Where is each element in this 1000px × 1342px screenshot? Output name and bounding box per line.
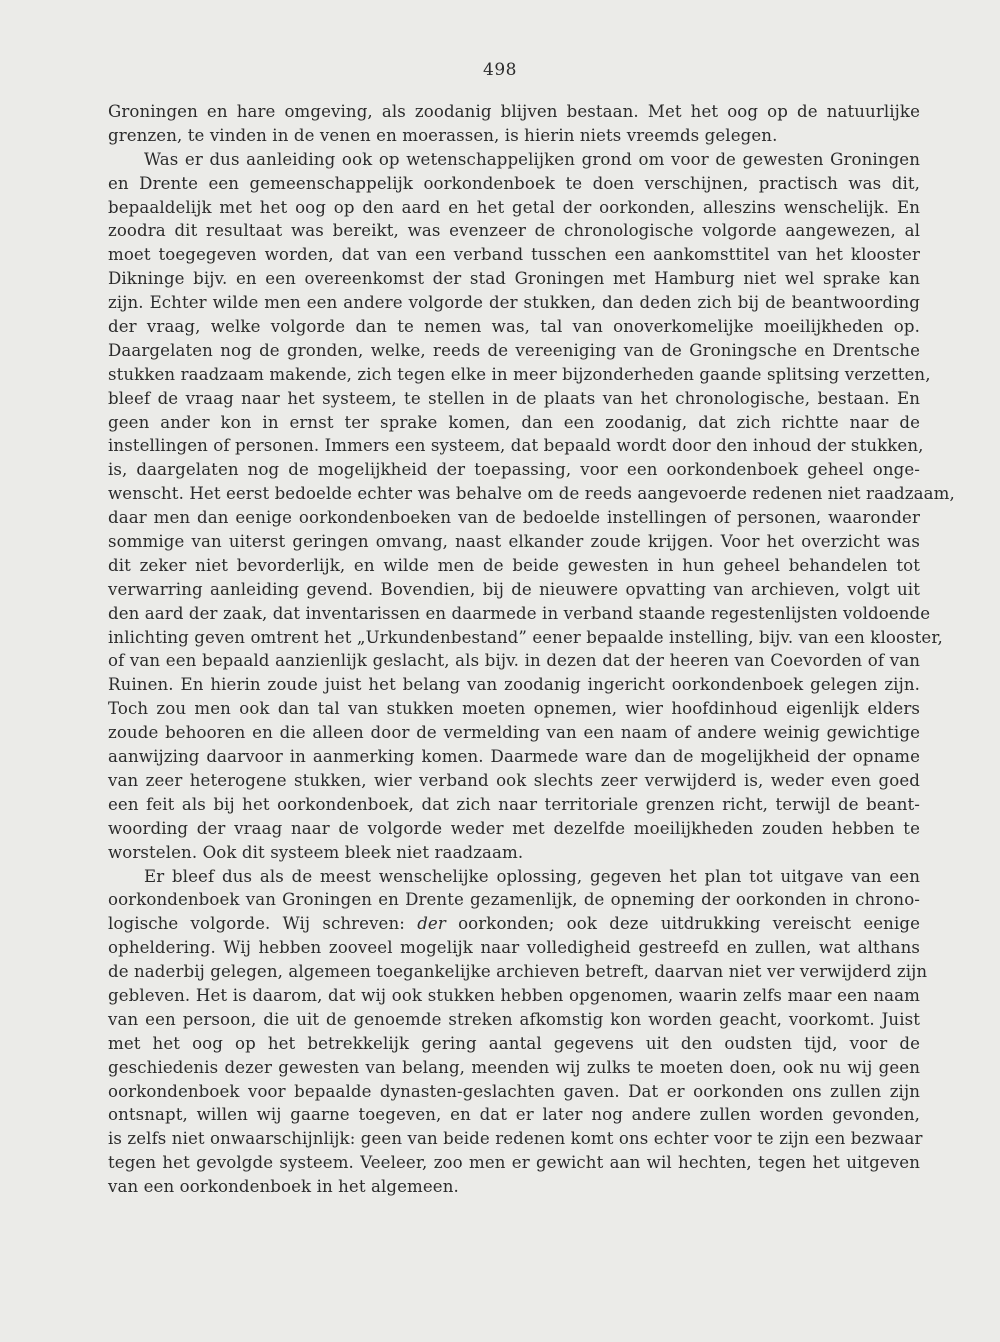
text-line: inlichting geven omtrent het „Urkundenbestand” eener bepaalde instelling, bijv. van een klooster, bbox=[108, 627, 943, 647]
text-line: wenscht. Het eerst bedoelde echter was behalve om de reeds aangevoerde redenen niet raadzaam, bbox=[108, 484, 955, 504]
text-line: opheldering. Wij hebben zooveel mogelijk naar volledigheid gestreefd en zullen, wat althans bbox=[108, 938, 920, 958]
text-line: is, daargelaten nog de mogelijkheid der toepassing, voor een oorkondenboek geheel onge- bbox=[108, 460, 920, 480]
text-line: ontsnapt, willen wij gaarne toegeven, en dat er later nog andere zullen worden gevonden, bbox=[108, 1105, 920, 1125]
text-line: zoodra dit resultaat was bereikt, was evenzeer de chronologische volgorde aangewezen, al bbox=[108, 221, 920, 241]
text-line: de naderbij gelegen, algemeen toegankelijke archieven betreft, daarvan niet ver verwijderd zijn bbox=[108, 962, 928, 982]
text-line: moet toegegeven worden, dat van een verband tusschen een aankomsttitel van het klooster bbox=[108, 245, 920, 265]
text-line: der vraag, welke volgorde dan te nemen was, tal van onoverkomelijke moeilijkheden op. bbox=[108, 317, 920, 337]
body-text bbox=[108, 100, 955, 1199]
text-line: of van een bepaald aanzienlijk geslacht, als bijv. in dezen dat der heeren van Coevorden of van bbox=[108, 651, 920, 671]
text-line: geschiedenis dezer gewesten van belang, meenden wij zulks te moeten doen, ook nu wij geen bbox=[108, 1057, 920, 1077]
text-line: met het oog op het betrekkelijk gering aantal gegevens uit den oudsten tijd, voor de bbox=[108, 1033, 920, 1053]
text-line: stukken raadzaam makende, zich tegen elke in meer bijzonderheden gaande splitsing verzetten, bbox=[108, 364, 931, 384]
text-line: worstelen. Ook dit systeem bleek niet raadzaam. bbox=[108, 842, 524, 862]
text-line: woording der vraag naar de volgorde weder met dezelfde moeilijkheden zouden hebben te bbox=[108, 818, 920, 838]
text-line: tegen het gevolgde systeem. Veeleer, zoo men er gewicht aan wil hechten, tegen het uitgeven bbox=[108, 1153, 920, 1173]
text-line: den aard der zaak, dat inventarissen en daarmede in verband staande regestenlijsten voldoende bbox=[108, 603, 931, 623]
text-line: zijn. Echter wilde men een andere volgorde der stukken, dan deden zich bij de beantwoording bbox=[108, 293, 920, 313]
text-line: aanwijzing daarvoor in aanmerking komen. Daarmede ware dan de mogelijkheid der opname bbox=[108, 747, 920, 767]
text-line: zoude behooren en die alleen door de vermelding van een naam of andere weinig gewichtige bbox=[108, 723, 920, 743]
text-line: van zeer heterogene stukken, wier verband ook slechts zeer verwijderd is, weder even goed bbox=[108, 770, 920, 790]
text-line: daar men dan eenige oorkondenboeken van de bedoelde instellingen of personen, waaronder bbox=[108, 508, 920, 528]
text-line: geen ander kon in ernst ter sprake komen, dan een zoodanig, dat zich richtte naar de bbox=[108, 412, 920, 432]
text-line: Toch zou men ook dan tal van stukken moeten opnemen, wier hoofdinhoud eigenlijk elders bbox=[108, 699, 920, 719]
text-line: oorkondenboek van Groningen en Drente gezamenlijk, de opneming der oorkonden in chrono- bbox=[108, 890, 920, 910]
text-line: Ruinen. En hierin zoude juist het belang van zoodanig ingericht oorkondenboek gelegen zijn. bbox=[108, 675, 920, 695]
text-line: instellingen of personen. Immers een systeem, dat bepaald wordt door den inhoud der stukken, bbox=[108, 436, 924, 456]
text-line: en Drente een gemeenschappelijk oorkondenboek te doen verschijnen, practisch was dit, bbox=[108, 173, 920, 193]
page-number: 498 bbox=[483, 60, 517, 80]
text-line: gebleven. Het is daarom, dat wij ook stukken hebben opgenomen, waarin zelfs maar een naam bbox=[108, 985, 920, 1005]
text-line: van een persoon, die uit de genoemde streken afkomstig kon worden geacht, voorkomt. Juist bbox=[108, 1009, 920, 1029]
text-line: van een oorkondenboek in het algemeen. bbox=[108, 1177, 459, 1197]
text-line: Daargelaten nog de gronden, welke, reeds de vereeniging van de Groningsche en Drentsche bbox=[108, 340, 920, 360]
text-line: dit zeker niet bevorderlijk, en wilde men de beide gewesten in hun geheel behandelen tot bbox=[108, 555, 920, 575]
text-line: Groningen en hare omgeving, als zoodanig blijven bestaan. Met het oog op de natuurlijke bbox=[108, 102, 920, 121]
text-line: verwarring aanleiding gevend. Bovendien, bij de nieuwere opvatting van archieven, volgt uit bbox=[108, 579, 920, 599]
text-line: logische volgorde. Wij schreven: der oorkonden; ook deze uitdrukking vereischt eenige bbox=[108, 914, 920, 934]
text-line: een feit als bij het oorkondenboek, dat zich naar territoriale grenzen richt, terwijl de beant- bbox=[108, 794, 920, 814]
text-line: is zelfs niet onwaarschijnlijk: geen van beide redenen komt ons echter voor te zijn een bezwaar bbox=[108, 1129, 923, 1149]
text-line: Dikninge bijv. en een overeenkomst der stad Groningen met Hamburg niet wel sprake kan bbox=[108, 269, 920, 289]
text-line: Was er dus aanleiding ook op wetenschappelijken grond om voor de gewesten Groningen bbox=[144, 149, 920, 169]
text-line: grenzen, te vinden in de venen en moerassen, is hierin niets vreemds gelegen. bbox=[108, 125, 778, 145]
text-line: bepaaldelijk met het oog op den aard en het getal der oorkonden, alleszins wenschelijk. En bbox=[108, 197, 920, 217]
text-line: bleef de vraag naar het systeem, te stellen in de plaats van het chronologische, bestaan. En bbox=[108, 388, 920, 408]
text-line: sommige van uiterst geringen omvang, naast elkander zoude krijgen. Voor het overzicht was bbox=[108, 532, 920, 552]
text-line: Er bleef dus als de meest wenschelijke oplossing, gegeven het plan tot uitgave van een bbox=[144, 866, 920, 886]
text-line: oorkondenboek voor bepaalde dynasten-geslachten gaven. Dat er oorkonden ons zullen zijn bbox=[108, 1081, 920, 1101]
